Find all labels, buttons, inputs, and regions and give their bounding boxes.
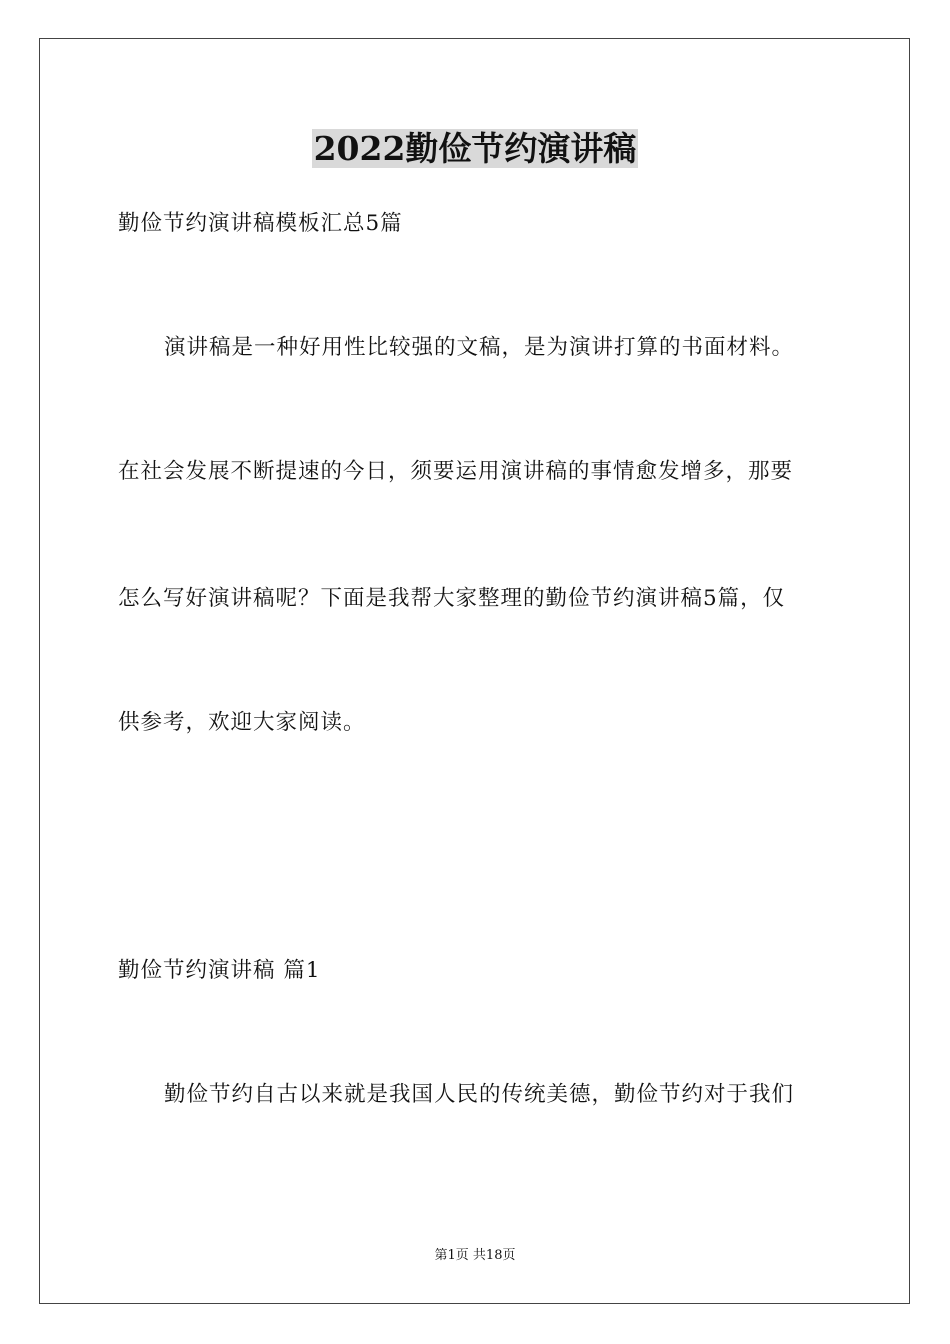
document-title [0, 127, 950, 171]
page-footer: 第1页 共18页 [434, 1248, 516, 1263]
paragraph-line: 供参考，欢迎大家阅读。 [118, 710, 366, 735]
paragraph-line: 演讲稿是一种好用性比较强的文稿，是为演讲打算的书面材料。 [164, 335, 795, 360]
document-subtitle: 勤俭节约演讲稿模板汇总5篇 [118, 211, 403, 236]
document-title-text: 2022勤俭节约演讲稿 [313, 129, 637, 168]
paragraph-line: 在社会发展不断提速的今日，须要运用演讲稿的事情愈发增多，那要 [118, 459, 794, 484]
section-heading: 勤俭节约演讲稿 篇1 [118, 958, 321, 983]
paragraph-line: 怎么写好演讲稿呢？下面是我帮大家整理的勤俭节约演讲稿5篇，仅 [118, 586, 786, 611]
paragraph-line: 勤俭节约自古以来就是我国人民的传统美德，勤俭节约对于我们 [164, 1082, 795, 1107]
